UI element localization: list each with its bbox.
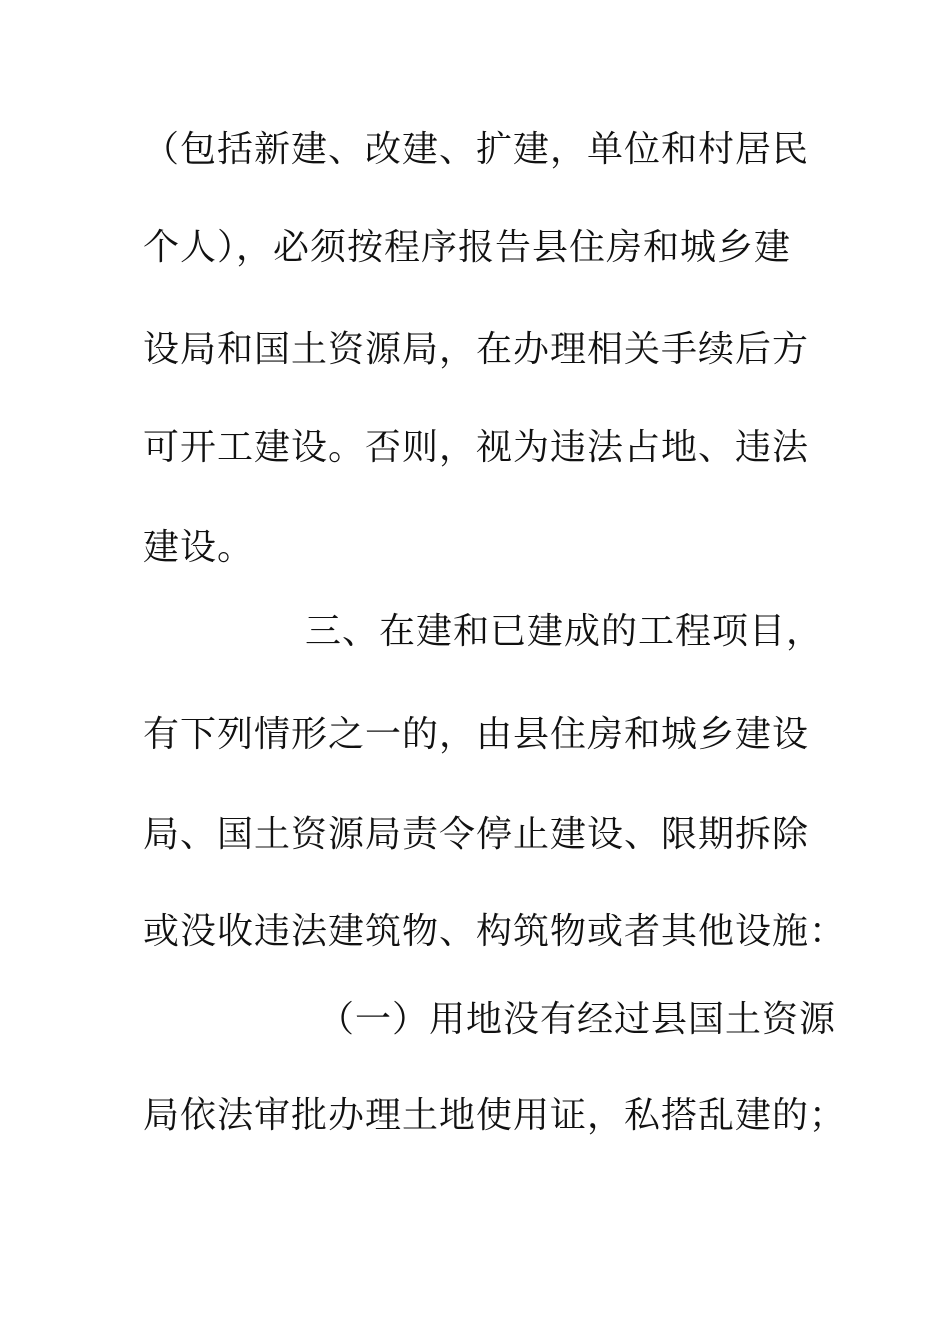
paragraph-line: 设局和国土资源局，在办理相关手续后方 [143, 329, 810, 370]
paragraph-line: 有下列情形之一的，由县住房和城乡建设 [143, 714, 810, 755]
paragraph-line: 个人），必须按程序报告县住房和城乡建 [143, 227, 792, 268]
paragraph-line: 可开工建设。否则，视为违法占地、违法 [143, 427, 810, 468]
section-heading-line: 三、在建和已建成的工程项目， [305, 611, 824, 652]
paragraph-line: 局、国土资源局责令停止建设、限期拆除 [143, 814, 810, 855]
paragraph-line: 或没收违法建筑物、构筑物或者其他设施： [143, 911, 847, 952]
paragraph-line: （包括新建、改建、扩建，单位和村居民 [143, 129, 810, 170]
list-item-line: （一）用地没有经过县国土资源 [318, 999, 837, 1040]
paragraph-line: 局依法审批办理土地使用证，私搭乱建的； [143, 1095, 847, 1136]
paragraph-line: 建设。 [143, 527, 255, 568]
